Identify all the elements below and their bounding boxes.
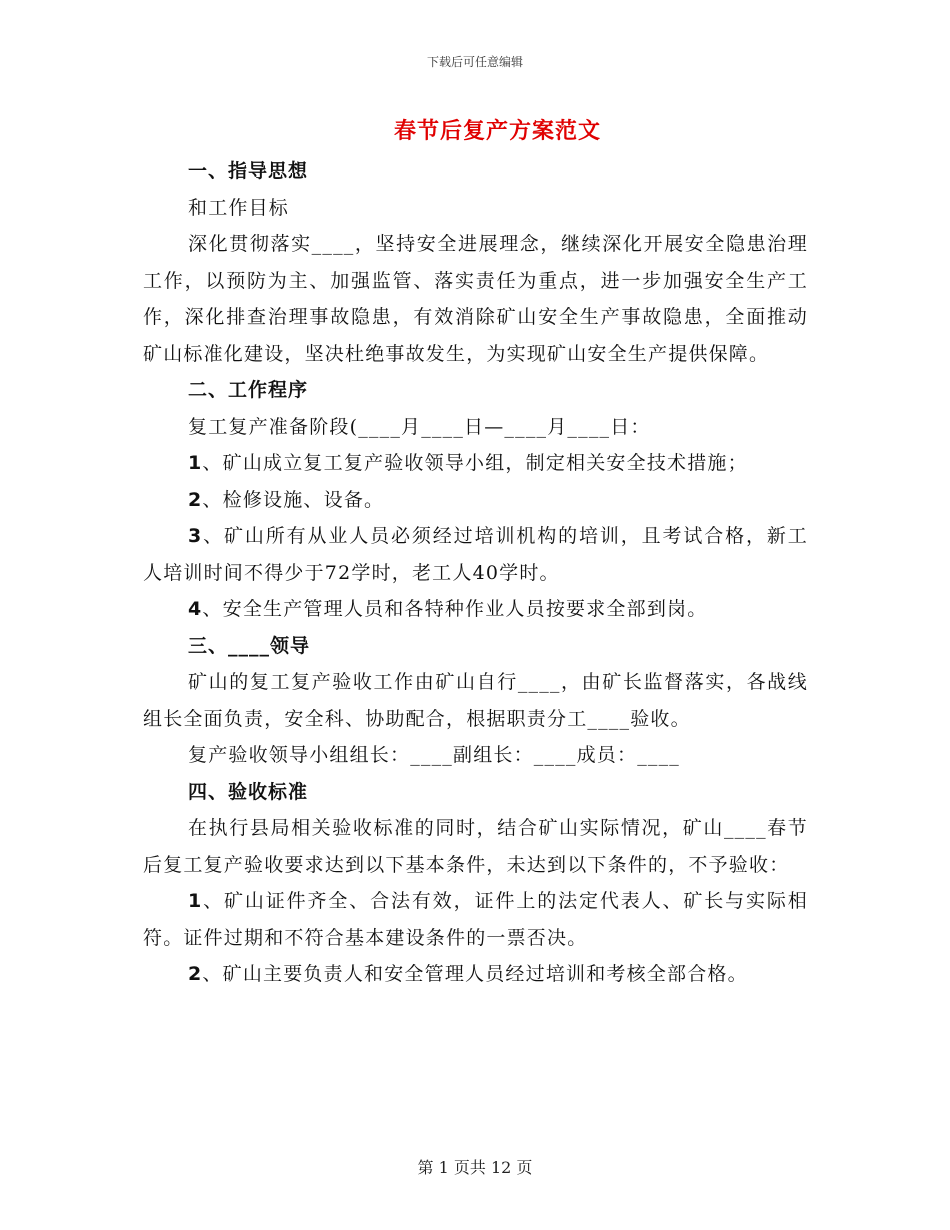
section-heading-3: 三、____领导 [188,634,311,657]
list-item-number: 4 [188,598,203,620]
list-item-number: 2 [188,963,203,985]
list-item [143,883,808,956]
list-item [143,482,808,519]
list-item [143,445,808,482]
section-heading-1: 一、指导思想 [188,160,309,182]
list-item-text: 、安全生产管理人员和各特种作业人员按要求全部到岗。 [202,598,708,620]
list-item-number: 1 [188,890,203,912]
section-heading-2: 二、工作程序 [188,379,309,401]
page-footer: 第 1 页共 12 页 [417,1158,533,1177]
list-item-number: 3 [188,525,203,547]
paragraph-guiding-ideology: 深化贯彻落实____，坚持安全进展理念，继续深化开展安全隐患治理工作，以预防为主、加强监管、落实责任为重点，进一步加强安全生产工作，深化排查治理事故隐患，有效消除矿山安全生产事故隐患，全面推动矿山标准化建设，坚决杜绝事故发生，为实现矿山安全生产提供保障。 [143,233,808,365]
list-item-text: 、矿山证件齐全、合法有效，证件上的法定代表人、矿长与实际相符。证件过期和不符合基本建设条件的一票否决。 [143,890,808,949]
list-item-text: 、矿山成立复工复产验收领导小组，制定相关安全技术措施； [202,452,748,474]
header-note: 下载后可任意编辑 [426,55,523,69]
document-body [143,153,808,993]
paragraph-leader-list: 复产验收领导小组组长：____副组长：____成员：____ [188,744,681,766]
list-item [143,956,808,993]
list-item-text: 、检修设施、设备。 [202,488,385,511]
list-item [143,591,808,628]
list-item-number: 1 [188,452,203,474]
list-item-text: 、矿山所有从业人员必须经过培训机构的培训，且考试合格，新工人培训时间不得少于72学时，老工人40学时。 [143,525,808,584]
document-title: 春节后复产方案范文 [393,118,601,144]
paragraph-leadership: 矿山的复工复产验收工作由矿山自行____，由矿长监督落实，各战线组长全面负责，安全科、协助配合，根据职责分工____验收。 [143,671,808,730]
section-heading-4: 四、验收标准 [188,780,309,803]
list-item [143,518,808,591]
paragraph-acceptance-standard: 在执行县局相关验收标准的同时，结合矿山实际情况，矿山____春节后复工复产验收要求达到以下基本条件，未达到以下条件的，不予验收： [143,817,808,876]
paragraph-preparation-stage: 复工复产准备阶段(____月____日—____月____日： [188,415,651,438]
list-item-number: 2 [188,488,203,511]
list-item-text: 、矿山主要负责人和安全管理人员经过培训和考核全部合格。 [202,963,748,985]
section-subheading-1: 和工作目标 [188,196,290,219]
